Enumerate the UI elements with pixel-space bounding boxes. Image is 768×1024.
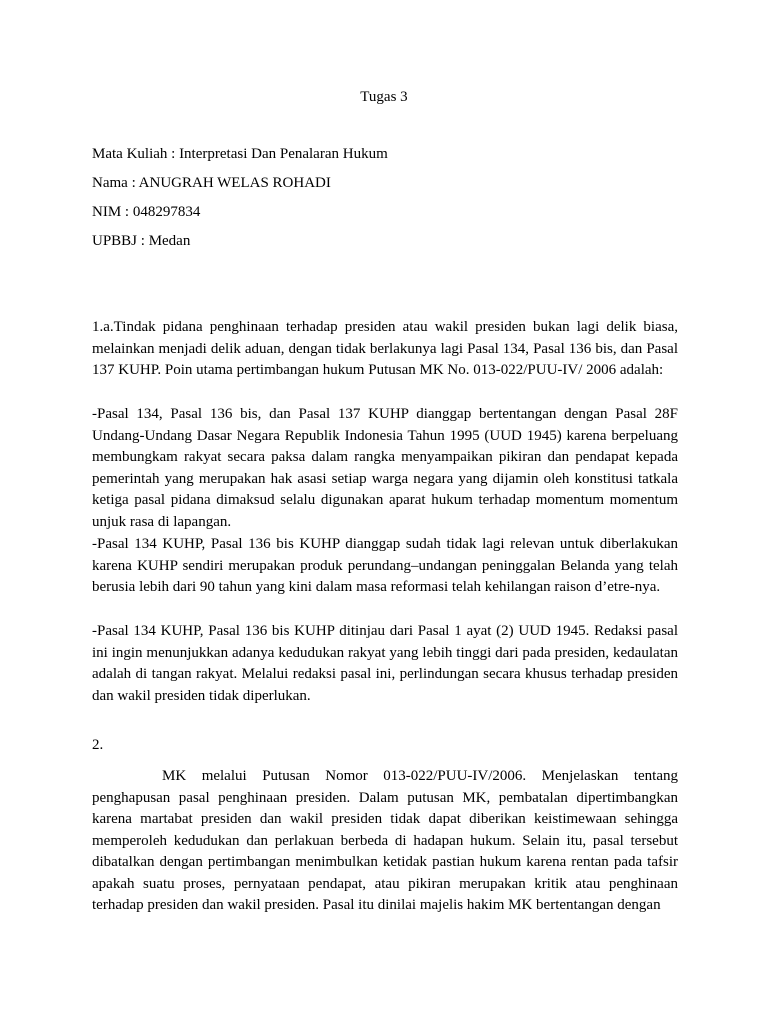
answer-1a-intro: 1.a.Tindak pidana penghinaan terhadap presiden atau wakil presiden bukan lagi delik biasa, melainkan menjadi delik aduan, dengan tidak berlakunya lagi Pasal 134, Pasal 136 bis, dan Pasal 137 KUHP. Poin utama pertimbangan hukum Putusan MK No. 013-022/PUU-IV/ 2006 adalah: [92, 319, 678, 378]
answer-1a-point-3: -Pasal 134 KUHP, Pasal 136 bis KUHP ditinjau dari Pasal 1 ayat (2) UUD 1945. Redaksi pasal ini ingin menunjukkan adanya kedudukan rakyat yang lebih tinggi dari pada presiden, kedaulatan adalah di tangan rakyat. Melalui redaksi pasal ini, perlindungan secara khusus terhadap presiden dan wakil presiden tidak diperlukan. [92, 623, 678, 704]
student-nim-line: NIM : 048297834 [92, 204, 201, 220]
upbbj-line: UPBBJ : Medan [92, 233, 191, 249]
answer-1a-point-2: -Pasal 134 KUHP, Pasal 136 bis KUHP dianggap sudah tidak lagi relevan untuk diberlakukan karena KUHP sendiri merupakan produk perundang–undangan peninggalan Belanda yang telah berusia lebih dari 90 tahun yang kini dalam masa reformasi telah kehilangan raison d’etre-nya. [92, 536, 678, 595]
student-name-line: Nama : ANUGRAH WELAS ROHADI [92, 175, 331, 191]
answer-2-number: 2. [92, 737, 104, 753]
course-line: Mata Kuliah : Interpretasi Dan Penalaran Hukum [92, 146, 388, 162]
answer-1a-point-1: -Pasal 134, Pasal 136 bis, dan Pasal 137 KUHP dianggap bertentangan dengan Pasal 28F Undang-Undang Dasar Negara Republik Indonesia Tahun 1995 (UUD 1945) karena berpeluang membungkam rakyat secara paksa dalam rangka menyampaikan pikiran dan pendapat kepada pemerintah yang merupakan hak asasi setiap warga negara yang dijamin oleh konstitusi tatkala ketiga pasal pidana dimaksud selalu digunakan aparat hukum terhadap momentum momentum unjuk rasa di lapangan. [92, 406, 678, 530]
document-title: Tugas 3 [360, 89, 408, 105]
answer-2-paragraph: MK melalui Putusan Nomor 013-022/PUU-IV/2006. Menjelaskan tentang penghapusan pasal penghinaan presiden. Dalam putusan MK, pembatalan dipertimbangkan karena martabat presiden dan wakil presiden tidak dapat diberikan keistimewaan sehingga memperoleh kedudukan dan perlakuan berbeda di hadapan hukum. Selain itu, pasal tersebut dibatalkan dengan pertimbangan menimbulkan ketidak pastian hukum karena rentan pada tafsir apakah suatu proses, pernyataan pendapat, atau pikiran merupakan kritik atau penghinaan terhadap presiden dan wakil presiden. Pasal itu dinilai majelis hakim MK bertentangan dengan [92, 768, 678, 913]
